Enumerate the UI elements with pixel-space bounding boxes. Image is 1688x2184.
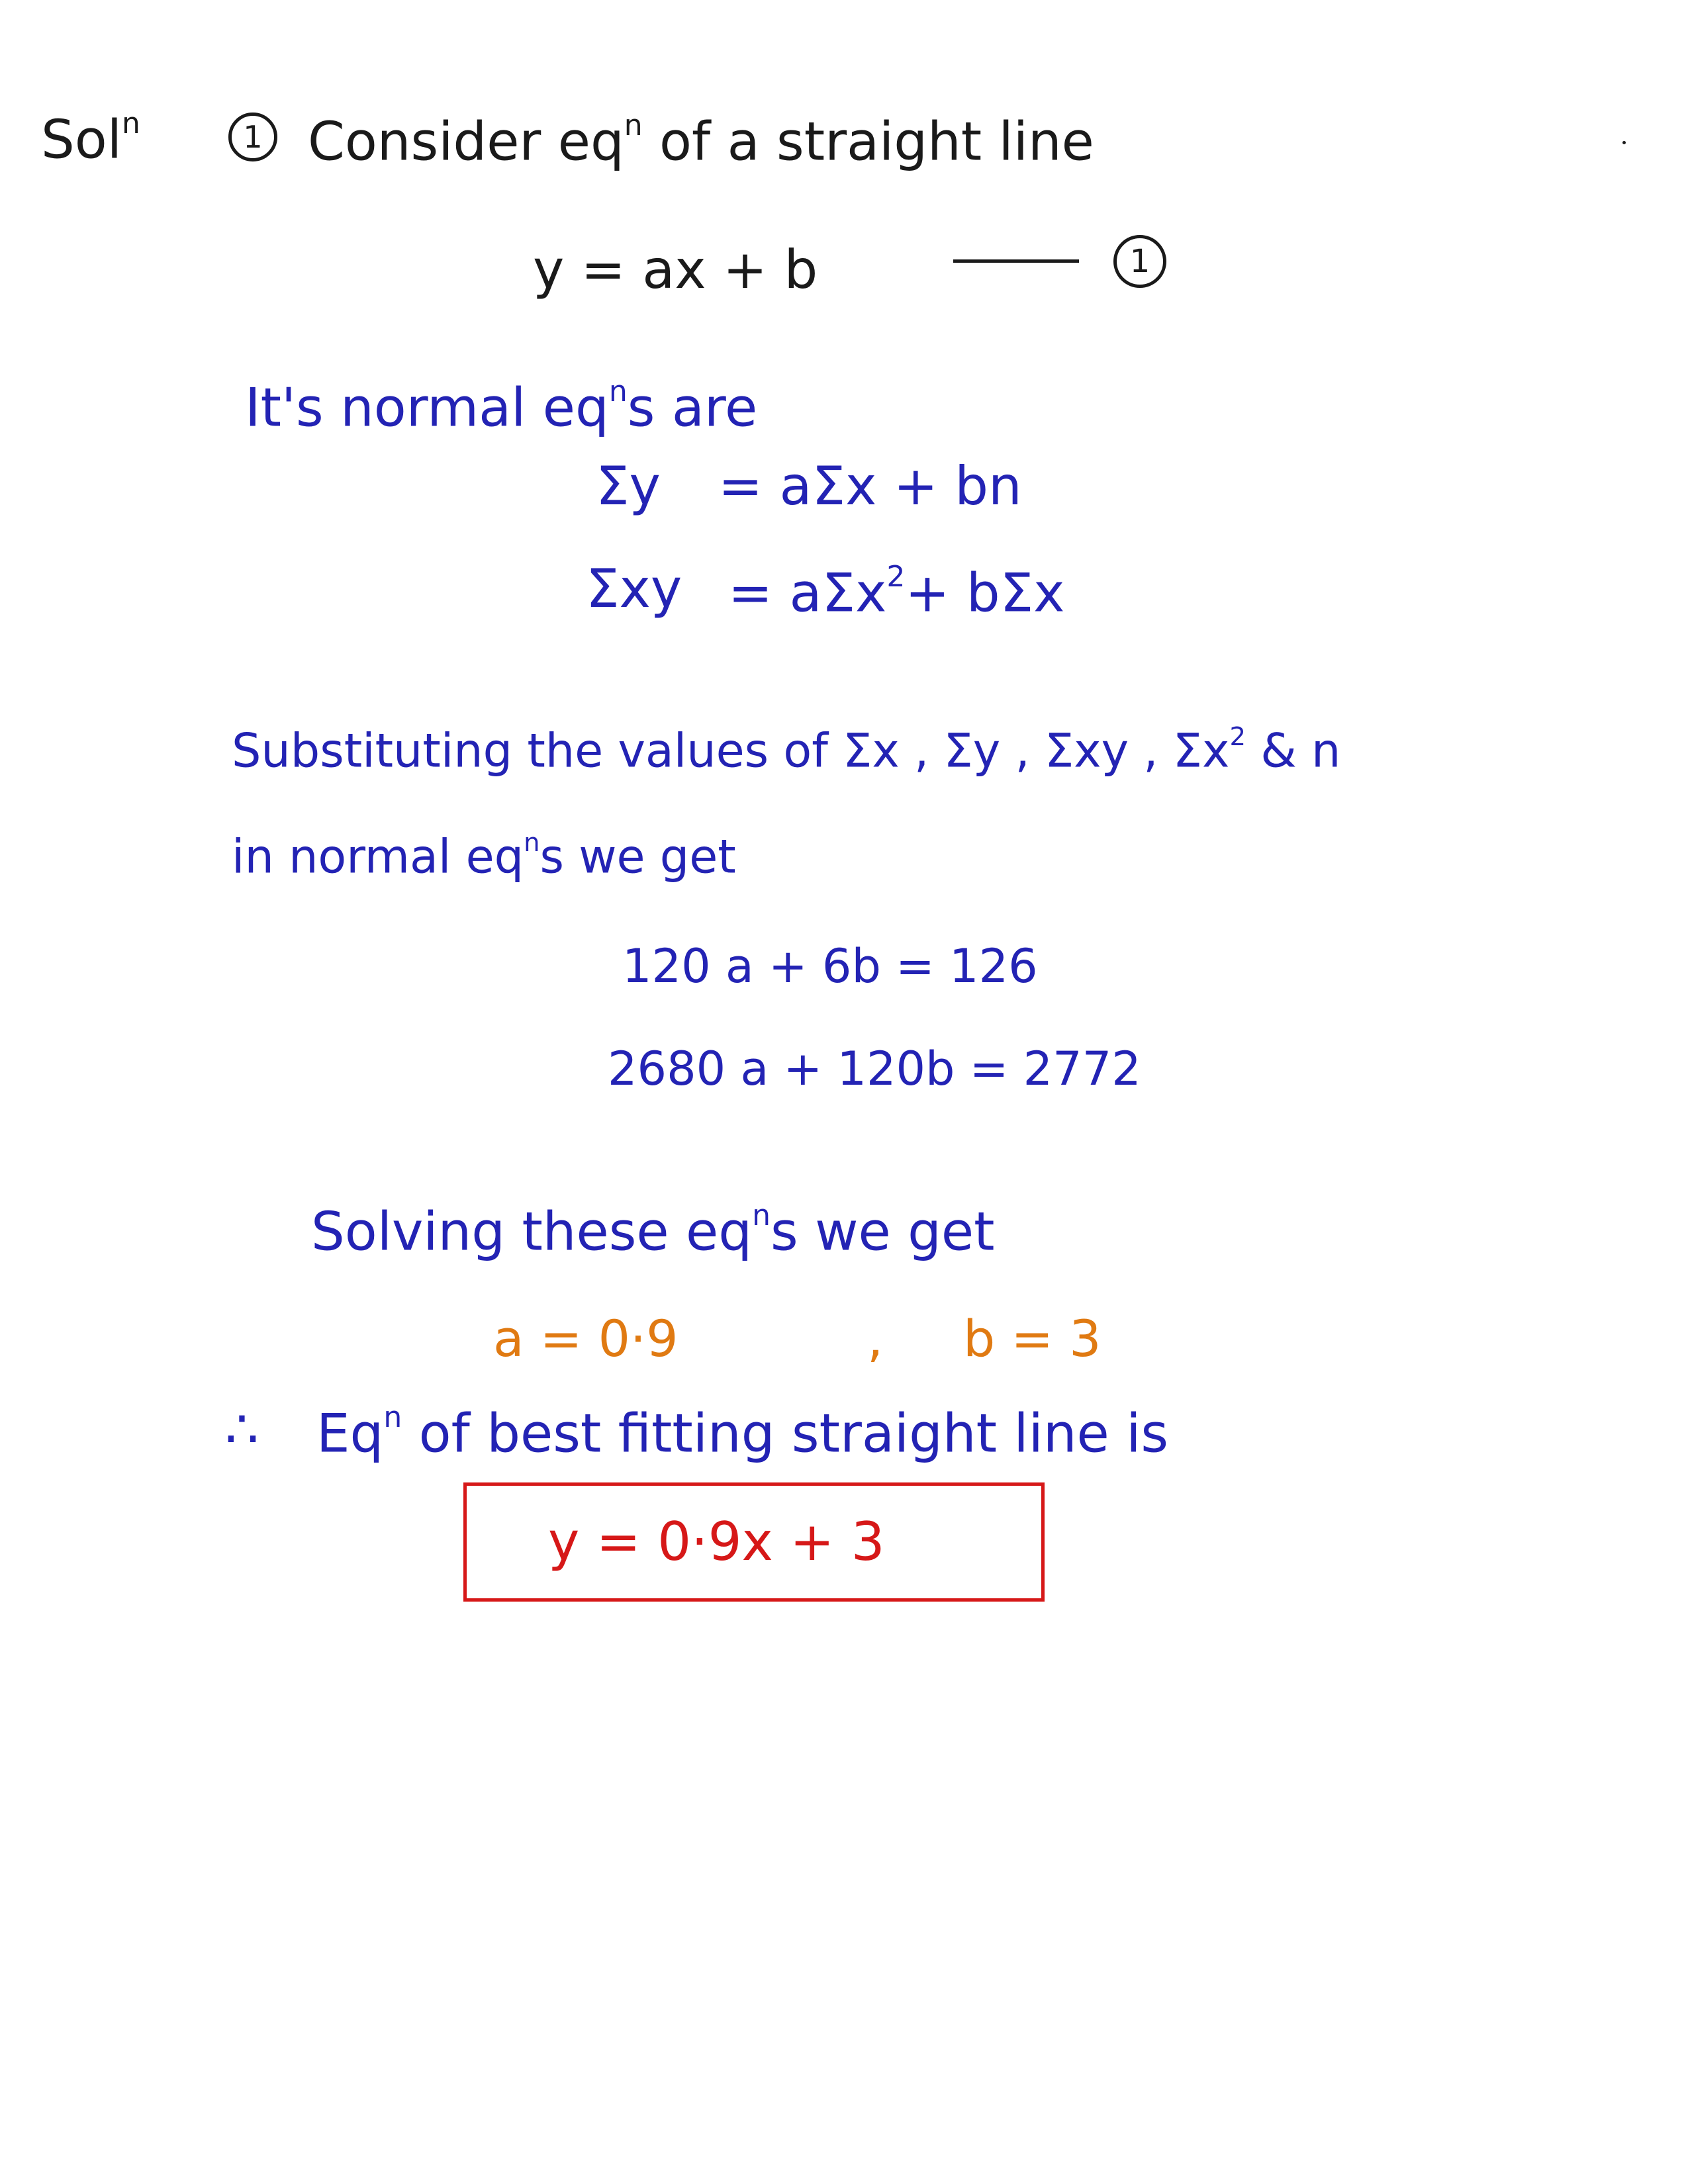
conclusion-statement: Eq$^n$ of best fitting straight line is xyxy=(316,1400,1169,1465)
step-number-circle xyxy=(228,113,277,161)
normal-eq-2-rhs: = aΣx$^2$+ bΣx xyxy=(728,560,1065,624)
substitution-line-2: in normal $eq^ns$ we get xyxy=(232,828,736,884)
system-equation-1: 120 a + 6b = 126 xyxy=(622,939,1038,993)
stray-dot xyxy=(1622,141,1626,144)
therefore-symbol: ∴ xyxy=(225,1398,259,1460)
a-value: a = 0·9 xyxy=(493,1309,679,1368)
final-equation: y = 0·9x + 3 xyxy=(548,1511,885,1572)
solving-statement: Solving these $eq^ns$ we get xyxy=(311,1199,995,1263)
solution-label: Sol$^n$ xyxy=(41,107,140,171)
substitution-line-1: Substituting the values of Σx , Σy , Σxy , $\Sigma x^2$ & n xyxy=(232,722,1341,778)
equation-tag-circle xyxy=(1113,235,1166,288)
normal-eq-1-lhs: Σy xyxy=(596,455,661,517)
b-value: b = 3 xyxy=(963,1309,1102,1368)
equation-one: y = ax + b xyxy=(533,239,818,300)
consider-statement: Consider $eq^n$ of a straight line xyxy=(308,109,1094,173)
equation-tag: 1 xyxy=(1113,235,1166,288)
equation-tag-rule xyxy=(953,259,1079,263)
normal-eq-1-rhs: = aΣx + bn xyxy=(718,455,1022,517)
normal-eq-2-lhs: Σxy xyxy=(586,558,682,619)
normal-eqs-intro: It's normal $eq^ns$ are xyxy=(245,375,758,439)
value-separator: , xyxy=(867,1309,884,1368)
step-number: 1 xyxy=(228,113,277,161)
system-equation-2: 2680 a + 120b = 2772 xyxy=(608,1042,1141,1096)
